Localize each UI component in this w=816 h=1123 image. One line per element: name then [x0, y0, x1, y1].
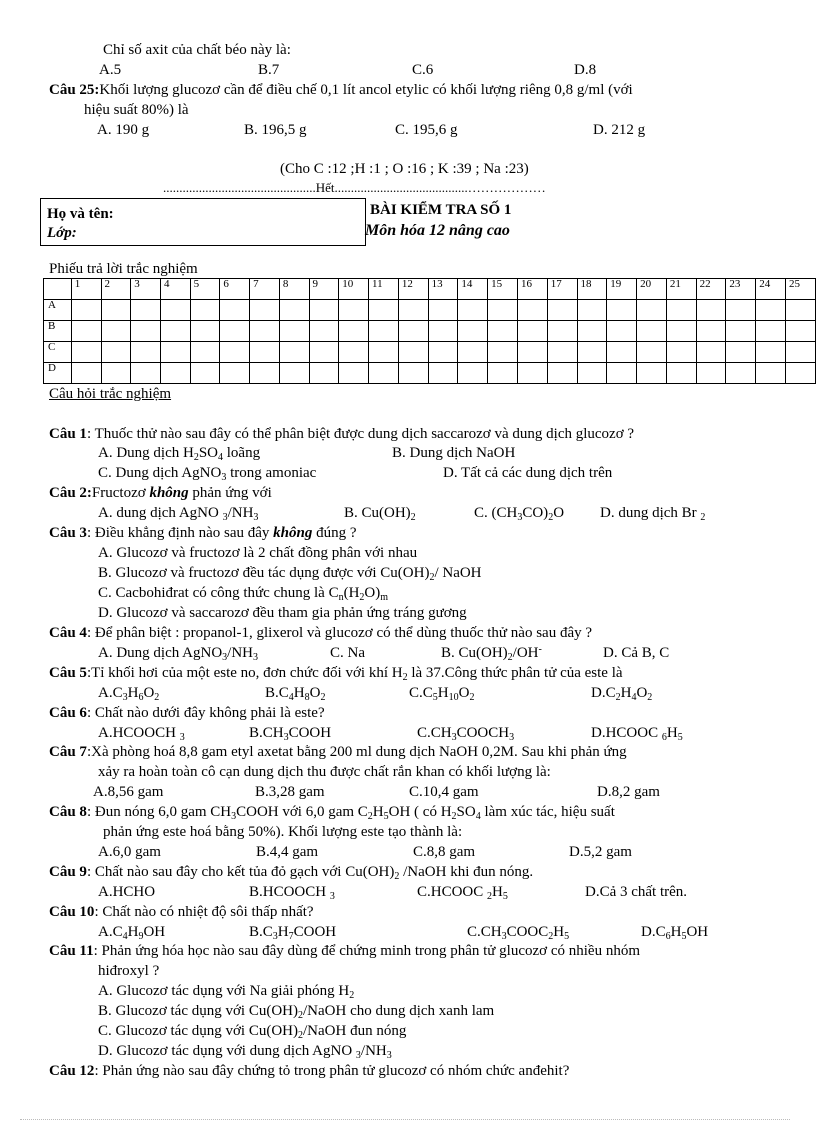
q5-option-a: $A.C_3H_6O_2$ [98, 685, 160, 703]
q1-stem: Câu 1: Thuốc thử nào sau đây có thể phân biệt được dung dịch saccarozơ và dung dịch glucozơ ? [49, 426, 635, 442]
answer-cell[interactable] [369, 321, 399, 342]
q8-stem-line2: phản ứng este hoá bằng 50%). Khối lượng este tạo thành là: [103, 824, 463, 840]
q8-option-b: B.4,4 gam [256, 844, 319, 860]
q25-line2: hiệu suất 80%) là [84, 102, 189, 118]
q25-line1: Câu 25:Khối lượng glucozơ cần để điều chế 0,1 lít ancol etylic có khối lượng riêng 0,8 g/ml (với [49, 82, 633, 98]
answer-cell[interactable] [309, 321, 339, 342]
answer-col-header: 3 [131, 279, 161, 300]
q3-option-d: D. Glucozơ và saccarozơ đều tham gia phản ứng tráng gương [98, 605, 467, 621]
answer-col-header: 6 [220, 279, 250, 300]
answer-cell[interactable] [101, 363, 131, 384]
answer-cell[interactable] [637, 300, 667, 321]
q25-option-b: B. 196,5 g [244, 122, 307, 138]
answer-col-header: 17 [547, 279, 577, 300]
answer-col-header: 21 [666, 279, 696, 300]
q2-option-d: D. dung dịch Br $_2$ [600, 505, 706, 523]
answer-col-header: 5 [190, 279, 220, 300]
answer-cell[interactable] [101, 321, 131, 342]
answer-cell[interactable] [488, 363, 518, 384]
q10-option-a: $A.C_4H_9OH$ [98, 924, 166, 942]
q8-option-c: C.8,8 gam [413, 844, 476, 860]
answer-cell[interactable] [428, 300, 458, 321]
answer-col-header: 14 [458, 279, 488, 300]
q1-option-a: A. Dung dịch $H_2SO_4$ loãng [98, 445, 261, 463]
answer-cell[interactable] [279, 321, 309, 342]
answer-row-c: C [44, 342, 816, 363]
class-label: Lớp: [47, 225, 77, 241]
answer-cell[interactable] [637, 321, 667, 342]
answer-col-header: 1 [71, 279, 101, 300]
name-label: Họ và tên: [47, 206, 114, 222]
q9-option-a: A.HCHO [98, 884, 156, 900]
answer-cell[interactable] [726, 300, 756, 321]
answer-cell[interactable] [756, 363, 786, 384]
answer-col-header: 19 [607, 279, 637, 300]
answer-cell[interactable] [71, 321, 101, 342]
answer-cell[interactable] [547, 321, 577, 342]
answer-col-header: 25 [785, 279, 815, 300]
answer-col-header: 9 [309, 279, 339, 300]
q7-stem-line1: Câu 7:Xà phòng hoá 8,8 gam etyl axetat bằng 200 ml dung dịch NaOH 0,2M. Sau khi phản ứng [49, 744, 627, 760]
answer-cell[interactable] [160, 363, 190, 384]
page-bottom-border [20, 1119, 790, 1120]
answer-sheet-title: Phiếu trả lời trắc nghiệm [49, 261, 198, 277]
answer-cell[interactable] [547, 342, 577, 363]
q10-stem: Câu 10: Chất nào có nhiệt độ sôi thấp nhất? [49, 904, 314, 920]
answer-cell[interactable] [637, 363, 667, 384]
answer-col-header: 8 [279, 279, 309, 300]
answer-cell[interactable] [726, 342, 756, 363]
q5-option-b: $B.C_4H_8O_2$ [265, 685, 326, 703]
q7-option-a: A.8,56 gam [93, 784, 164, 800]
q11-option-a: A. Glucozơ tác dụng với Na giải phóng $H_2$ [98, 983, 355, 1001]
answer-cell[interactable] [309, 300, 339, 321]
answer-cell[interactable] [131, 342, 161, 363]
q1-option-d: D. Tất cả các dung dịch trên [443, 465, 613, 481]
answer-cell[interactable] [458, 342, 488, 363]
answer-cell[interactable] [309, 363, 339, 384]
q10-option-d: $D.C_6H_5OH$ [641, 924, 709, 942]
answer-col-header: 22 [696, 279, 726, 300]
answer-cell[interactable] [131, 363, 161, 384]
answer-col-header: 23 [726, 279, 756, 300]
q4-option-c: C. Na [330, 645, 365, 661]
answer-cell[interactable] [250, 300, 280, 321]
answer-cell[interactable] [220, 300, 250, 321]
answer-cell[interactable] [250, 321, 280, 342]
q11-option-b: B. Glucozơ tác dụng với $Cu(OH)_2$/NaOH cho dung dịch xanh lam [98, 1003, 495, 1021]
answer-cell[interactable] [726, 321, 756, 342]
answer-cell[interactable] [160, 300, 190, 321]
q24-option-c: C.6 [412, 62, 434, 78]
answer-cell[interactable] [250, 363, 280, 384]
q2-stem: Câu 2:Fructozơ không phản ứng với [49, 485, 272, 501]
q3-stem: Câu 3: Điều khẳng định nào sau đây không đúng ? [49, 525, 357, 541]
answer-cell[interactable] [160, 342, 190, 363]
q9-option-b: B.HCOOCH $_3$ [249, 884, 335, 902]
answer-col-header: 11 [369, 279, 399, 300]
answer-cell[interactable] [517, 342, 547, 363]
answer-col-header: 16 [517, 279, 547, 300]
answer-cell[interactable] [696, 363, 726, 384]
answer-cell[interactable] [547, 300, 577, 321]
end-line: ...............................................Hết.........................................……………… [163, 180, 546, 195]
q2-option-b: B. $Cu(OH)_2$ [344, 505, 416, 523]
answer-cell[interactable] [756, 342, 786, 363]
answer-cell[interactable] [220, 363, 250, 384]
q7-option-d: D.8,2 gam [597, 784, 660, 800]
q7-stem-line2: xảy ra hoàn toàn cô cạn dung dịch thu được chất rắn khan có khối lượng là: [98, 764, 551, 780]
answer-cell[interactable] [458, 321, 488, 342]
answer-cell[interactable] [428, 363, 458, 384]
q25-option-a: A. 190 g [97, 122, 150, 138]
answer-cell[interactable] [577, 363, 607, 384]
q11-option-d: D. Glucozơ tác dụng với dung dịch AgNO $_3/NH_3$ [98, 1043, 392, 1061]
answer-cell[interactable] [190, 300, 220, 321]
q7-option-c: C.10,4 gam [409, 784, 479, 800]
answer-col-header: 20 [637, 279, 667, 300]
q7-option-b: B.3,28 gam [255, 784, 325, 800]
answer-cell[interactable] [488, 342, 518, 363]
answer-cell[interactable] [577, 300, 607, 321]
answer-cell[interactable] [607, 342, 637, 363]
answer-cell[interactable] [339, 300, 369, 321]
q25-label: Câu 25: [49, 82, 100, 98]
answer-cell[interactable] [607, 363, 637, 384]
answer-cell[interactable] [577, 321, 607, 342]
answer-cell[interactable] [785, 321, 815, 342]
q4-stem: Câu 4: Để phân biệt : propanol-1, glixerol và glucozơ có thể dùng thuốc thử nào sau đây ? [49, 625, 593, 641]
answer-cell[interactable] [756, 321, 786, 342]
answer-cell[interactable] [398, 342, 428, 363]
q5-option-c: $C.C_5H_{10}O_2$ [409, 685, 475, 703]
q6-option-b: $B.CH_3COOH$ [249, 725, 332, 743]
q11-option-c: C. Glucozơ tác dụng với $Cu(OH)_2$/NaOH đun nóng [98, 1023, 407, 1041]
answer-cell[interactable] [428, 342, 458, 363]
q10-option-c: $C.CH_3COOC_2H_5$ [467, 924, 570, 942]
q9-option-c: C.HCOOC $_2H_5$ [417, 884, 508, 902]
q1-option-b: B. Dung dịch NaOH [392, 445, 516, 461]
q25-option-c: C. 195,6 g [395, 122, 458, 138]
q5-option-d: $D.C_2H_4O_2$ [591, 685, 653, 703]
answer-cell[interactable] [279, 300, 309, 321]
answer-row-d: D [44, 363, 816, 384]
answer-cell[interactable] [339, 321, 369, 342]
q3-option-b: B. Glucozơ và fructozơ đều tác dụng được với $Cu(OH)_2/$ NaOH [98, 565, 482, 583]
answer-cell[interactable] [726, 363, 756, 384]
q6-option-d: D.HCOOC $_6H_5$ [591, 725, 683, 743]
answer-cell[interactable] [369, 363, 399, 384]
answer-cell[interactable] [458, 363, 488, 384]
answer-cell[interactable] [666, 342, 696, 363]
answer-col-header: 15 [488, 279, 518, 300]
q6-option-c: $C.CH_3COOCH_3$ [417, 725, 515, 743]
q4-option-b: B. $Cu(OH)_2/OH^-$ [441, 644, 542, 663]
q12-stem: Câu 12: Phản ứng nào sau đây chứng tỏ trong phân tử glucozơ có nhóm chức anđehit? [49, 1063, 570, 1079]
q1-option-c: C. Dung dịch AgNO$_3$ trong amoniac [98, 465, 317, 483]
test-title: BÀI KIỂM TRA SỐ 1 [370, 202, 512, 218]
answer-cell[interactable] [428, 321, 458, 342]
answer-cell[interactable] [547, 363, 577, 384]
q5-stem: Câu 5:Tỉ khối hơi của một este no, đơn chức đối với khí $H_2$ là 37.Công thức phân tử của este là [49, 665, 623, 683]
q11-stem-line1: Câu 11: Phản ứng hóa học nào sau đây dùng để chứng minh trong phân tử glucozơ có nhiều nhóm [49, 943, 640, 959]
answer-cell[interactable] [785, 363, 815, 384]
answer-cell[interactable] [517, 321, 547, 342]
answer-cell[interactable] [607, 300, 637, 321]
q11-stem-line2: hiđroxyl ? [98, 963, 160, 979]
answer-cell[interactable] [637, 342, 667, 363]
answer-cell[interactable] [190, 342, 220, 363]
q2-option-c: C. $(CH_3CO)_2O$ [474, 505, 565, 523]
answer-cell[interactable] [339, 342, 369, 363]
answer-cell[interactable] [101, 300, 131, 321]
q4-option-a: A. Dung dịch $AgNO_3/NH_3$ [98, 645, 259, 663]
answer-cell[interactable] [607, 321, 637, 342]
answer-cell[interactable] [131, 321, 161, 342]
answer-cell[interactable] [666, 363, 696, 384]
answer-cell[interactable] [339, 363, 369, 384]
answer-cell[interactable] [398, 321, 428, 342]
q8-stem-line1: Câu 8: Đun nóng 6,0 gam $CH_3COOH$ với 6,0 gam $C_2H_5OH$ ( có $H_2SO_4$ làm xúc tác, hiệu suất [49, 804, 615, 822]
answer-cell[interactable] [369, 300, 399, 321]
answer-cell[interactable] [666, 321, 696, 342]
answer-cell[interactable] [71, 342, 101, 363]
q10-option-b: $B.C_3H_7COOH$ [249, 924, 337, 942]
answer-sheet-table [43, 278, 816, 384]
q25-option-d: D. 212 g [593, 122, 646, 138]
answer-cell[interactable] [309, 342, 339, 363]
answer-cell[interactable] [785, 300, 815, 321]
answer-col-header: 13 [428, 279, 458, 300]
answer-cell[interactable] [71, 363, 101, 384]
answer-row-a: A [44, 300, 816, 321]
answer-col-header: 18 [577, 279, 607, 300]
answer-col-header: 12 [398, 279, 428, 300]
answer-cell[interactable] [101, 342, 131, 363]
q3-option-c: C. Cacbohiđrat có công thức chung là $C_n(H_2O)_m$ [98, 585, 389, 603]
subject-title: Môn hóa 12 nâng cao [365, 222, 510, 239]
q24-stem: Chỉ số axit của chất béo này là: [103, 42, 291, 58]
answer-col-header: 24 [756, 279, 786, 300]
answer-col-header: 4 [160, 279, 190, 300]
q2-option-a: A. dung dịch AgNO $_3/NH_3$ [98, 505, 259, 523]
answer-cell[interactable] [488, 300, 518, 321]
q24-option-a: A.5 [99, 62, 122, 78]
answer-col-header: 10 [339, 279, 369, 300]
answer-row-b: B [44, 321, 816, 342]
answer-cell[interactable] [696, 342, 726, 363]
answer-cell[interactable] [369, 342, 399, 363]
answer-cell[interactable] [785, 342, 815, 363]
answer-cell[interactable] [279, 363, 309, 384]
answer-col-header: 2 [101, 279, 131, 300]
answer-cell[interactable] [250, 342, 280, 363]
answer-header-row [44, 279, 816, 300]
answer-cell[interactable] [160, 321, 190, 342]
answer-cell[interactable] [666, 300, 696, 321]
q24-option-d: D.8 [574, 62, 597, 78]
answer-cell[interactable] [279, 342, 309, 363]
answer-cell[interactable] [190, 321, 220, 342]
q8-option-d: D.5,2 gam [569, 844, 632, 860]
answer-cell[interactable] [517, 300, 547, 321]
answer-col-header: 7 [250, 279, 280, 300]
q4-option-d: D. Cả B, C [603, 645, 670, 661]
q9-option-d: D.Cả 3 chất trên. [585, 884, 688, 900]
answer-cell[interactable] [398, 300, 428, 321]
answer-cell[interactable] [756, 300, 786, 321]
atomic-masses: (Cho C :12 ;H :1 ; O :16 ; K :39 ; Na :23) [280, 161, 529, 177]
answer-cell[interactable] [220, 321, 250, 342]
q6-stem: Câu 6: Chất nào dưới đây không phải là este? [49, 705, 325, 721]
answer-cell[interactable] [71, 300, 101, 321]
section-title: Câu hỏi trắc nghiệm [49, 386, 172, 402]
q8-option-a: A.6,0 gam [98, 844, 161, 860]
q6-option-a: A.HCOOCH $_3$ [98, 725, 185, 743]
answer-cell[interactable] [220, 342, 250, 363]
answer-cell[interactable] [131, 300, 161, 321]
answer-cell[interactable] [517, 363, 547, 384]
answer-cell[interactable] [696, 300, 726, 321]
answer-cell[interactable] [190, 363, 220, 384]
answer-cell[interactable] [577, 342, 607, 363]
answer-cell[interactable] [398, 363, 428, 384]
answer-cell[interactable] [696, 321, 726, 342]
answer-cell[interactable] [488, 321, 518, 342]
q9-stem: Câu 9: Chất nào sau đây cho kết tủa đỏ gạch với $Cu(OH)_2$ /NaOH khi đun nóng. [49, 864, 534, 882]
q3-option-a: A. Glucozơ và fructozơ là 2 chất đồng phân với nhau [98, 545, 418, 561]
answer-cell[interactable] [458, 300, 488, 321]
q24-option-b: B.7 [258, 62, 280, 78]
